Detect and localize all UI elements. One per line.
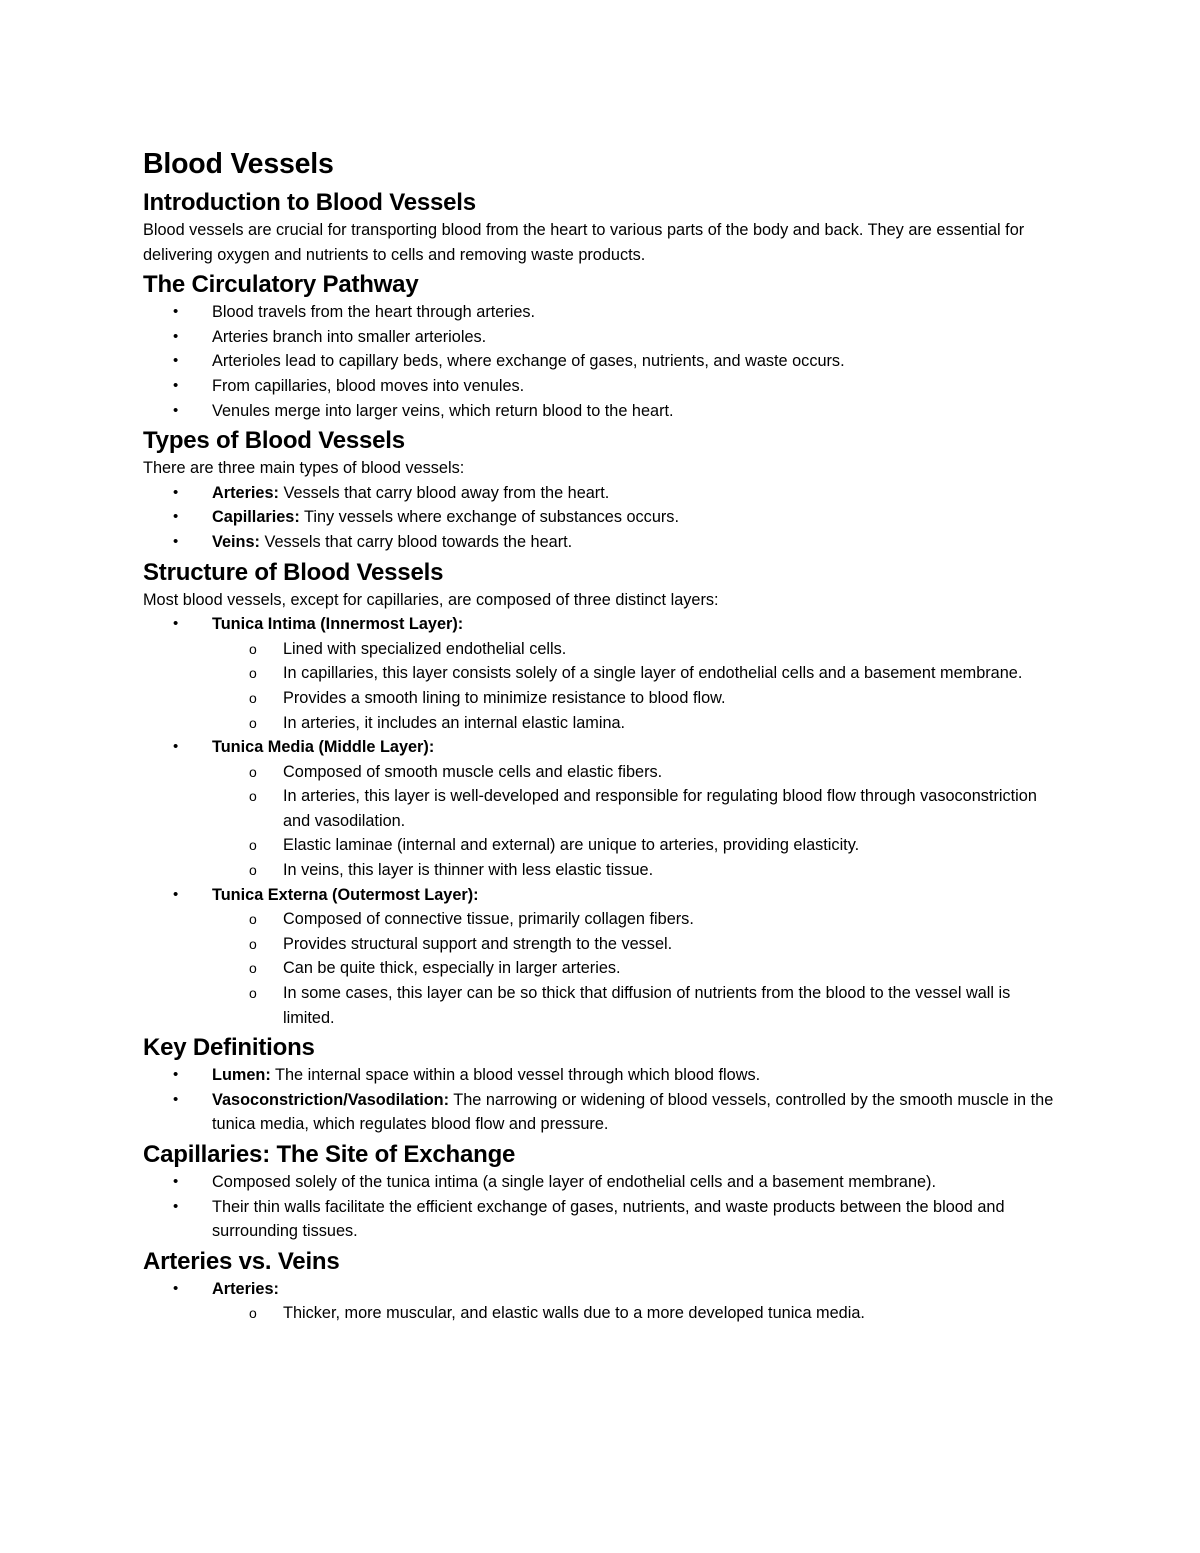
types-list — [143, 481, 1063, 555]
bullet-icon: • — [173, 1197, 179, 1215]
definitions-heading: Key Definitions — [143, 1034, 315, 1062]
sublist-item: o In arteries, it includes an internal elastic lamina. — [143, 711, 1063, 736]
types-heading: Types of Blood Vessels — [143, 427, 405, 455]
bullet-icon: • — [173, 376, 179, 394]
list-item: • Veins: Vessels that carry blood towards the heart. — [143, 530, 1063, 555]
document-title: Blood Vessels — [143, 148, 334, 180]
sublist-item: o In veins, this layer is thinner with less elastic tissue. — [143, 858, 1063, 883]
pathway-heading: The Circulatory Pathway — [143, 271, 419, 299]
bullet-icon: • — [173, 615, 179, 633]
sublist-item: o Thicker, more muscular, and elastic walls due to a more developed tunica media. — [143, 1301, 1063, 1326]
bullet-icon: • — [173, 1279, 179, 1297]
circle-bullet-icon: o — [249, 862, 257, 879]
circle-bullet-icon: o — [249, 689, 257, 706]
circle-bullet-icon: o — [249, 985, 257, 1002]
circle-bullet-icon: o — [249, 1305, 257, 1322]
list-item: • Composed solely of the tunica intima (a single layer of endothelial cells and a basement membrane). — [143, 1170, 1063, 1195]
bullet-icon: • — [173, 885, 179, 903]
intro-paragraph: Blood vessels are crucial for transporting blood from the heart to various parts of the body and back. They are essential for delivering oxygen and nutrients to cells and removing waste products. — [143, 221, 1025, 264]
list-item: • Vasoconstriction/Vasodilation: The narrowing or widening of blood vessels, controlled by the smooth muscle in the tunica media, which regulates blood flow and pressure. — [143, 1088, 1063, 1137]
list-item: • Arteries: Vessels that carry blood away from the heart. — [143, 481, 1063, 506]
intro-heading: Introduction to Blood Vessels — [143, 189, 476, 216]
circle-bullet-icon: o — [249, 837, 257, 854]
circle-bullet-icon: o — [249, 911, 257, 928]
list-item: • Venules merge into larger veins, which return blood to the heart. — [143, 399, 1063, 424]
bullet-icon: • — [173, 738, 179, 756]
sublist-item: o Provides a smooth lining to minimize resistance to blood flow. — [143, 686, 1063, 711]
circle-bullet-icon: o — [249, 763, 257, 780]
definitions-list — [143, 1063, 1063, 1137]
circle-bullet-icon: o — [249, 935, 257, 952]
layers-list — [143, 612, 1063, 1030]
structure-heading: Structure of Blood Vessels — [143, 558, 444, 586]
sublist-item: o Elastic laminae (internal and external) are unique to arteries, providing elasticity. — [143, 833, 1063, 858]
bullet-icon: • — [173, 1066, 179, 1084]
sublist-item: o Composed of smooth muscle cells and elastic fibers. — [143, 760, 1063, 785]
list-item: • Tunica Intima (Innermost Layer): o Lined with specialized endothelial cells. o In capillaries, this layer consists solely of a single layer of endothelial cells and a basement membrane. o Provides a smooth lining to minimize resistance to blood flow. o In arteries, it includes an internal elastic lamina. — [143, 612, 1063, 735]
list-item: • From capillaries, blood moves into venules. — [143, 374, 1063, 399]
bullet-icon: • — [173, 1173, 179, 1190]
structure-intro: Most blood vessels, except for capillaries, are composed of three distinct layers: — [143, 590, 719, 609]
sublist — [212, 637, 1063, 735]
circle-bullet-icon: o — [249, 960, 257, 977]
sublist-item: o In capillaries, this layer consists solely of a single layer of endothelial cells and a basement membrane. — [143, 661, 1063, 686]
bullet-icon: • — [173, 483, 179, 501]
sublist-item: o Provides structural support and strength to the vessel. — [143, 932, 1063, 957]
pathway-list — [143, 300, 1063, 423]
sublist-item: o Composed of connective tissue, primarily collagen fibers. — [143, 907, 1063, 932]
bullet-icon: • — [173, 327, 179, 345]
document-content — [143, 146, 1063, 1326]
capillaries-heading: Capillaries: The Site of Exchange — [143, 1141, 516, 1168]
circle-bullet-icon: o — [249, 665, 257, 682]
sublist — [212, 907, 1063, 1030]
bullet-icon: • — [173, 303, 179, 321]
list-item: • Arteries branch into smaller arterioles. — [143, 325, 1063, 350]
sublist-item: o Lined with specialized endothelial cells. — [143, 637, 1063, 662]
sublist — [212, 760, 1063, 883]
list-item: • Their thin walls facilitate the efficient exchange of gases, nutrients, and waste products between the blood and surrounding tissues. — [143, 1195, 1063, 1244]
arteries-veins-list — [143, 1277, 1063, 1326]
circle-bullet-icon: o — [249, 640, 257, 657]
sublist-item: o Can be quite thick, especially in larger arteries. — [143, 956, 1063, 981]
list-item: • Arterioles lead to capillary beds, where exchange of gases, nutrients, and waste occurs. — [143, 349, 1063, 374]
capillaries-list — [143, 1170, 1063, 1244]
list-item: • Lumen: The internal space within a blood vessel through which blood flows. — [143, 1063, 1063, 1088]
bullet-icon: • — [173, 1090, 179, 1108]
circle-bullet-icon: o — [249, 788, 257, 805]
list-item: • Capillaries: Tiny vessels where exchange of substances occurs. — [143, 505, 1063, 530]
sublist-item: o In some cases, this layer can be so thick that diffusion of nutrients from the blood to the vessel wall is limited. — [143, 981, 1063, 1030]
list-item: • Tunica Media (Middle Layer): o Composed of smooth muscle cells and elastic fibers. o In arteries, this layer is well-developed and responsible for regulating blood flow through vasoconstriction and vasodilation. o Elastic laminae (internal and external) are unique to arteries, providing elasticity. o In veins, this layer is thinner with less elastic tissue. — [143, 735, 1063, 883]
bullet-icon: • — [173, 352, 179, 370]
list-item: • Tunica Externa (Outermost Layer): o Composed of connective tissue, primarily collagen fibers. o Provides structural support and strength to the vessel. o Can be quite thick, especially in larger arteries. o In some cases, this layer can be so thick that diffusion of nutrients from the blood to the vessel wall is limited. — [143, 883, 1063, 1031]
sublist-item: o In arteries, this layer is well-developed and responsible for regulating blood flow through vasoconstriction and vasodilation. — [143, 784, 1063, 833]
circle-bullet-icon: o — [249, 714, 257, 731]
bullet-icon: • — [173, 532, 179, 550]
arteries-veins-heading: Arteries vs. Veins — [143, 1247, 340, 1275]
sublist — [212, 1301, 1063, 1326]
list-item: • Arteries: o Thicker, more muscular, and elastic walls due to a more developed tunica media. — [143, 1277, 1063, 1326]
types-intro: There are three main types of blood vessels: — [143, 459, 465, 478]
bullet-icon: • — [173, 508, 179, 526]
list-item: • Blood travels from the heart through arteries. — [143, 300, 1063, 325]
bullet-icon: • — [173, 401, 179, 419]
